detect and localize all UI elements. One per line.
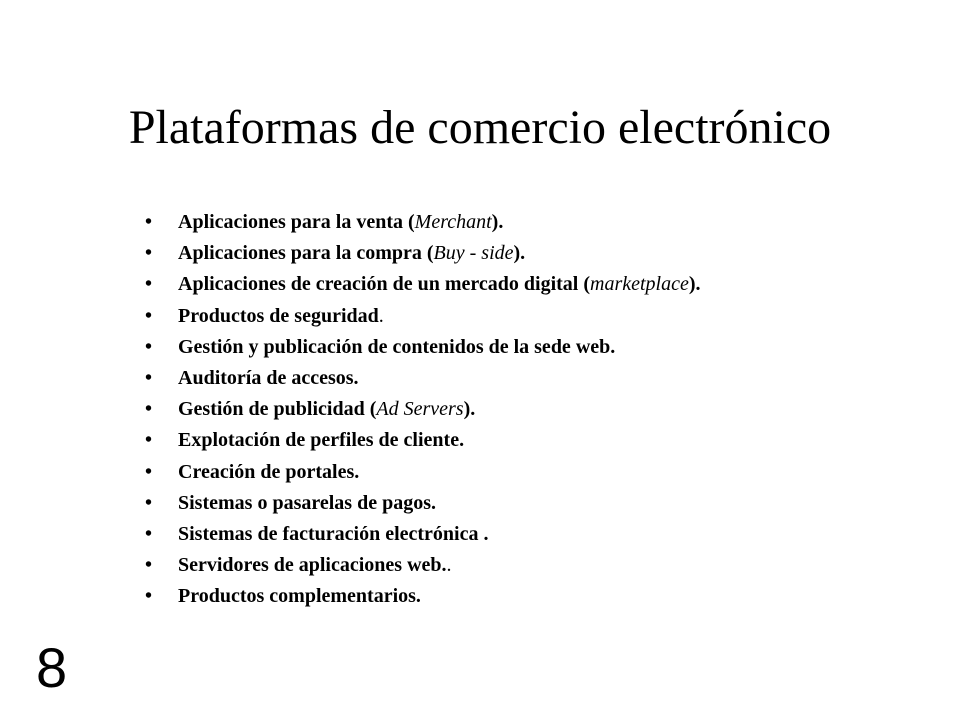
bullet-icon: • <box>145 554 153 577</box>
list-item: • Creación de portales. <box>145 457 701 488</box>
list-item: • Auditoría de accesos. <box>145 363 701 394</box>
list-item: • Productos complementarios. <box>145 581 701 612</box>
list-item: • Gestión y publicación de contenidos de la sede web. <box>145 332 701 363</box>
bullet-icon: • <box>145 211 153 233</box>
list-item: • Aplicaciones para la compra (Buy - side). <box>145 238 701 269</box>
bullet-icon: • <box>145 273 153 296</box>
list-item: • Aplicaciones para la venta (Merchant). <box>145 207 701 238</box>
list-item: • Sistemas o pasarelas de pagos. <box>145 488 701 519</box>
list-item: • Servidores de aplicaciones web.. <box>145 550 701 581</box>
bullet-icon: • <box>145 242 153 265</box>
slide-title: Plataformas de comercio electrónico <box>128 101 832 154</box>
bullet-icon: • <box>145 304 153 327</box>
bullet-icon: • <box>145 367 153 390</box>
bullet-icon: • <box>145 523 153 546</box>
list-item: • Explotación de perfiles de cliente. <box>145 425 701 456</box>
bullet-icon: • <box>145 491 153 514</box>
list-item: • Sistemas de facturación electrónica . <box>145 519 701 550</box>
bullet-icon: • <box>145 585 153 608</box>
list-item: • Aplicaciones de creación de un mercado digital (marketplace). <box>145 269 701 300</box>
list-item: • Productos de seguridad. <box>145 301 701 332</box>
list-item: • Gestión de publicidad (Ad Servers). <box>145 394 701 425</box>
bullet-icon: • <box>145 335 153 358</box>
page-number: 8 <box>36 636 68 699</box>
bullet-list <box>145 207 701 613</box>
bullet-icon: • <box>145 429 153 452</box>
bullet-icon: • <box>145 398 153 421</box>
bullet-icon: • <box>145 460 153 483</box>
